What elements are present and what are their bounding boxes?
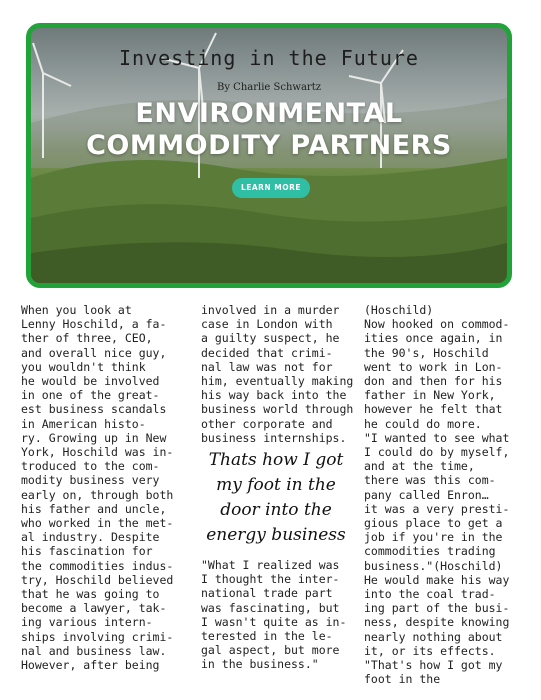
learn-more-button[interactable]: LEARN MORE xyxy=(232,178,310,198)
article-column-1: When you look at Lenny Hoschild, a fa- ther of three, CEO, and overall nice guy, you wouldn't think he would be involved in one of the great- est business scandals in American histo- ry. Growing up in New York, Hoschild was in- troduced to the com- modity business very early on, through both his father and uncle, who worked in the met- al industry. Despite his fascination for the commodities indus- try, Hoschild believed that he was going to become a lawyer, tak- ing various intern- ships involving crimi- nal and business law. However, after being xyxy=(21,303,174,673)
pull-quote: Thats how I got my foot in the door into the energy business xyxy=(206,450,346,545)
article-column-3: (Hoschild) Now hooked on commod- ities once again, in the 90's, Hoschild went to work in Lon- don and then for his father in New York, however he felt that he could do more. "I wanted to see what I could do by myself, and at the time, there was this com- pany called Enron… it was a very presti- gious place to get a job if you're in the commodities trading business."(Hoschild) He would make his way into the coal trad- ing part of the busi- ness, despite knowing nearly nothing about it, or its effects. "That's how I got my foot in the xyxy=(364,303,510,687)
hero-banner xyxy=(26,23,512,288)
headline-line-2: COMMODITY PARTNERS xyxy=(86,130,452,161)
article-column-2-bottom: "What I realized was I thought the inter- national trade part was fascinating, but I wasn't quite as in- terested in the le- gal aspect, but more in the business." xyxy=(201,558,347,672)
hero-title: Investing in the Future xyxy=(119,46,419,70)
headline-line-1: ENVIRONMENTAL xyxy=(135,98,403,129)
hero-byline: By Charlie Schwartz xyxy=(217,82,321,93)
hero-headline xyxy=(31,98,507,162)
article-column-2-top: involved in a murder case in London with a guilty suspect, he decided that crimi- nal law was not for him, eventually making his way back into the business world through other corporate and business internships. xyxy=(201,303,354,445)
